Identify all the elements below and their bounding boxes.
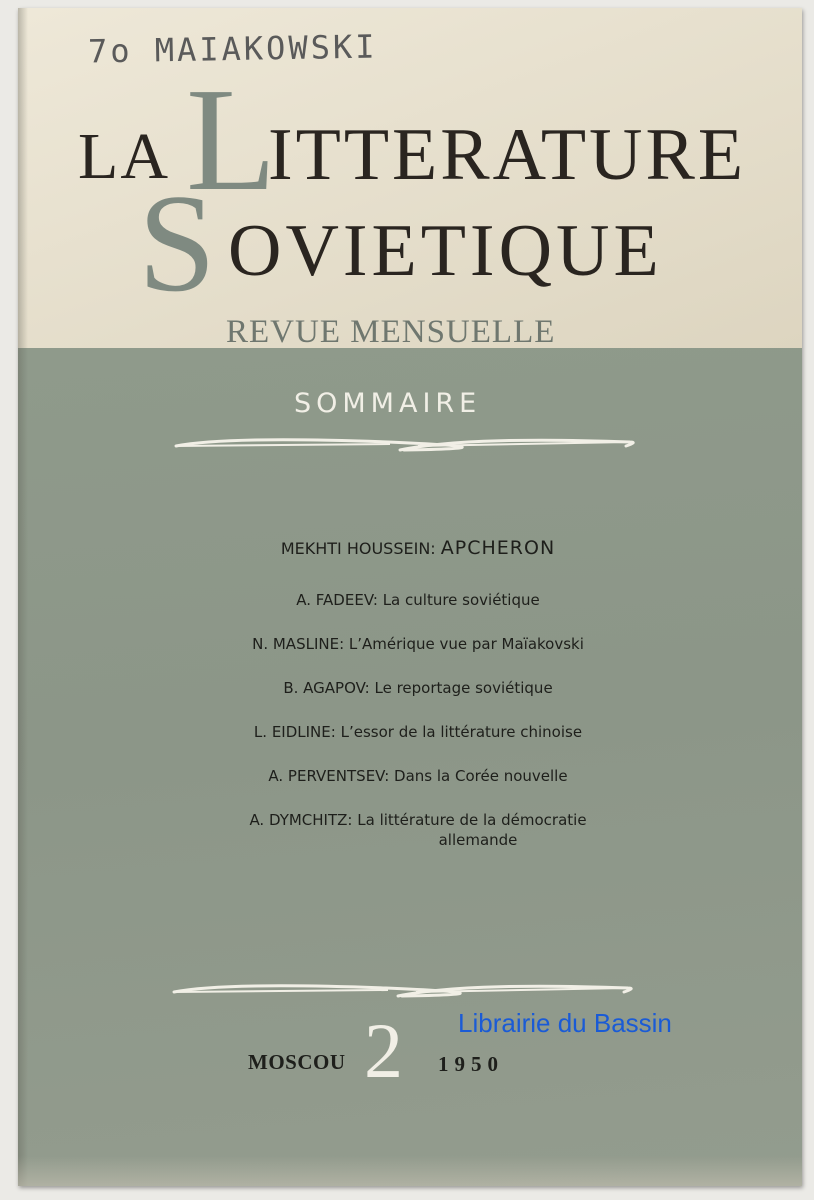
contents-item <box>158 678 678 698</box>
magazine-cover <box>18 8 802 1186</box>
contents-heading: SOMMAIRE <box>294 388 482 419</box>
issue-number: 2 <box>364 1007 403 1094</box>
worn-edge <box>18 1156 802 1186</box>
masthead-initial-l: L <box>186 58 277 222</box>
publication-city: MOSCOU <box>248 1050 346 1074</box>
masthead-subtitle: REVUE MENSUELLE <box>226 314 556 350</box>
contents-title: L’essor de la littérature chinoise <box>340 723 583 741</box>
contents-author: MEKHTI HOUSSEIN: <box>280 539 436 558</box>
bottom-swash-ornament <box>166 974 636 1004</box>
contents-author: B. AGAPOV: <box>283 679 370 697</box>
contents-item <box>158 766 678 786</box>
contents-author: A. DYMCHITZ: <box>249 811 353 829</box>
top-swash-ornament <box>168 428 638 458</box>
handwritten-note: 7o MAIAKOWSKI <box>87 27 378 71</box>
spine-shadow <box>18 8 28 1186</box>
contents-title: La culture soviétique <box>382 591 540 609</box>
contents-author: A. FADEEV: <box>296 591 378 609</box>
contents-item <box>158 634 678 654</box>
contents-title: Le reportage soviétique <box>374 679 553 697</box>
masthead-ovietique: OVIETIQUE <box>228 210 663 292</box>
contents-title: APCHERON <box>440 537 556 559</box>
contents-title-continued: allemande <box>438 831 518 849</box>
contents-item <box>158 810 678 850</box>
seller-watermark: Librairie du Bassin <box>458 1008 672 1038</box>
contents-title: L’Amérique vue par Maïakovski <box>348 635 584 653</box>
masthead-itterature: ITTERATURE <box>268 114 747 196</box>
contents-author: N. MASLINE: <box>252 635 345 653</box>
publication-year: 1950 <box>438 1052 504 1076</box>
contents-title: La littérature de la démocratie <box>357 811 587 829</box>
contents-item <box>158 722 678 742</box>
contents-item <box>158 538 678 559</box>
contents-title: Dans la Corée nouvelle <box>394 767 568 785</box>
contents-author: L. EIDLINE: <box>253 723 336 741</box>
masthead-initial-s: S <box>138 166 216 321</box>
contents-author: A. PERVENTSEV: <box>268 767 390 785</box>
contents-item <box>158 590 678 610</box>
masthead-la: LA <box>78 120 170 193</box>
